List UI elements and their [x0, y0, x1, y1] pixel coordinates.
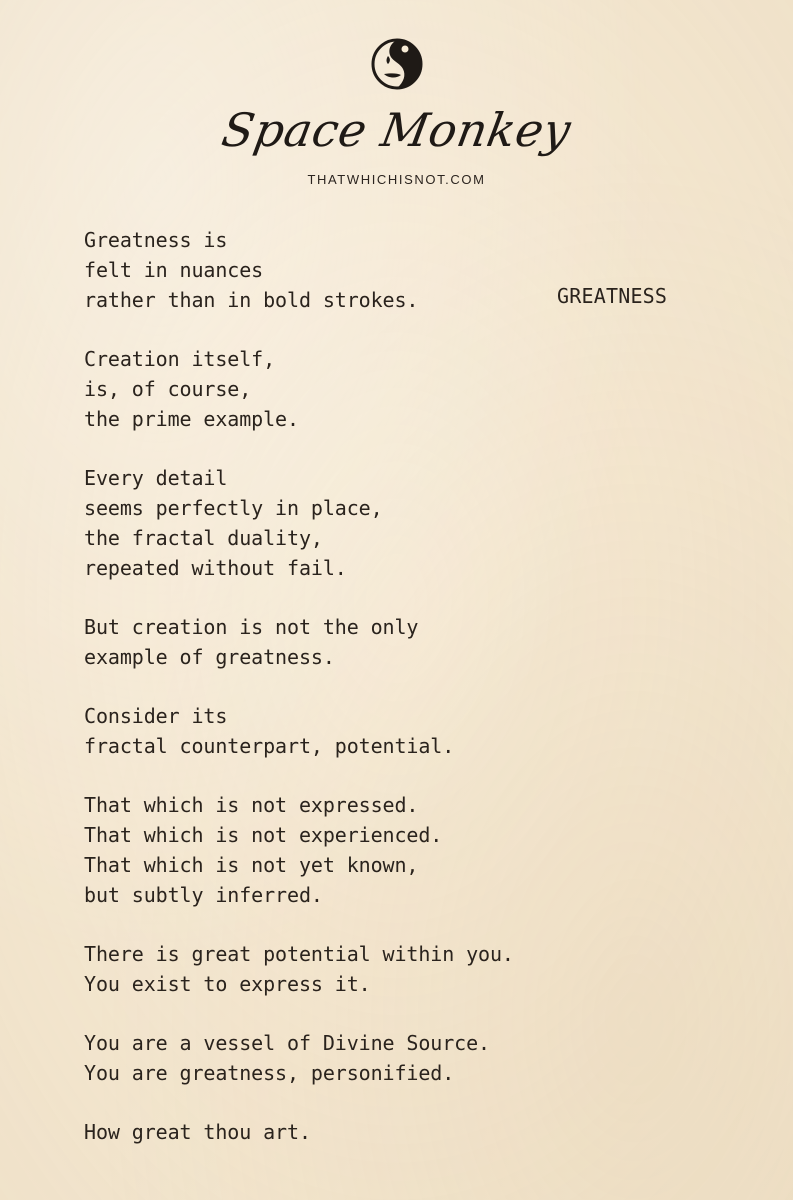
stanza — [84, 1028, 644, 1088]
stanza — [84, 1117, 644, 1147]
poem-body — [84, 225, 644, 1176]
poem-line: fractal counterpart, potential. — [84, 734, 455, 758]
brand-title: Space Monkey — [217, 103, 576, 157]
poem-line: seems perfectly in place, — [84, 496, 383, 520]
poem-line: How great thou art. — [84, 1120, 311, 1144]
poem-line: is, of course, — [84, 377, 252, 401]
brand-website: THATWHICHISNOT.COM — [307, 172, 486, 187]
poem-line: the prime example. — [84, 407, 299, 431]
stanza — [84, 225, 644, 315]
stanza — [84, 344, 644, 434]
poem-line: the fractal duality, — [84, 526, 323, 550]
poem-line: But creation is not the only — [84, 615, 419, 639]
brand-logo — [0, 33, 793, 95]
stanza — [84, 701, 644, 761]
poem-line: Every detail — [84, 466, 228, 490]
poem-line: example of greatness. — [84, 645, 335, 669]
poem-line: That which is not expressed. — [84, 793, 419, 817]
poem-line: Greatness is — [84, 228, 228, 252]
poem-line: felt in nuances — [84, 258, 264, 282]
poem-line: You exist to express it. — [84, 972, 371, 996]
poem-line: That which is not yet known, — [84, 853, 419, 877]
poem-line: rather than in bold strokes. — [84, 288, 419, 312]
poem-line: Consider its — [84, 704, 228, 728]
poem-line: but subtly inferred. — [84, 883, 323, 907]
poem-line: There is great potential within you. — [84, 942, 514, 966]
poem-line: Creation itself, — [84, 347, 276, 371]
stanza — [84, 939, 644, 999]
stanza — [84, 463, 644, 583]
stanza — [84, 612, 644, 672]
poem-line: You are greatness, personified. — [84, 1061, 455, 1085]
poem-line: You are a vessel of Divine Source. — [84, 1031, 490, 1055]
space-monkey-emblem-icon — [366, 33, 428, 95]
poem-line: repeated without fail. — [84, 556, 347, 580]
poem-line: That which is not experienced. — [84, 823, 443, 847]
stanza — [84, 790, 644, 910]
poem-title: GREATNESS — [557, 284, 668, 308]
